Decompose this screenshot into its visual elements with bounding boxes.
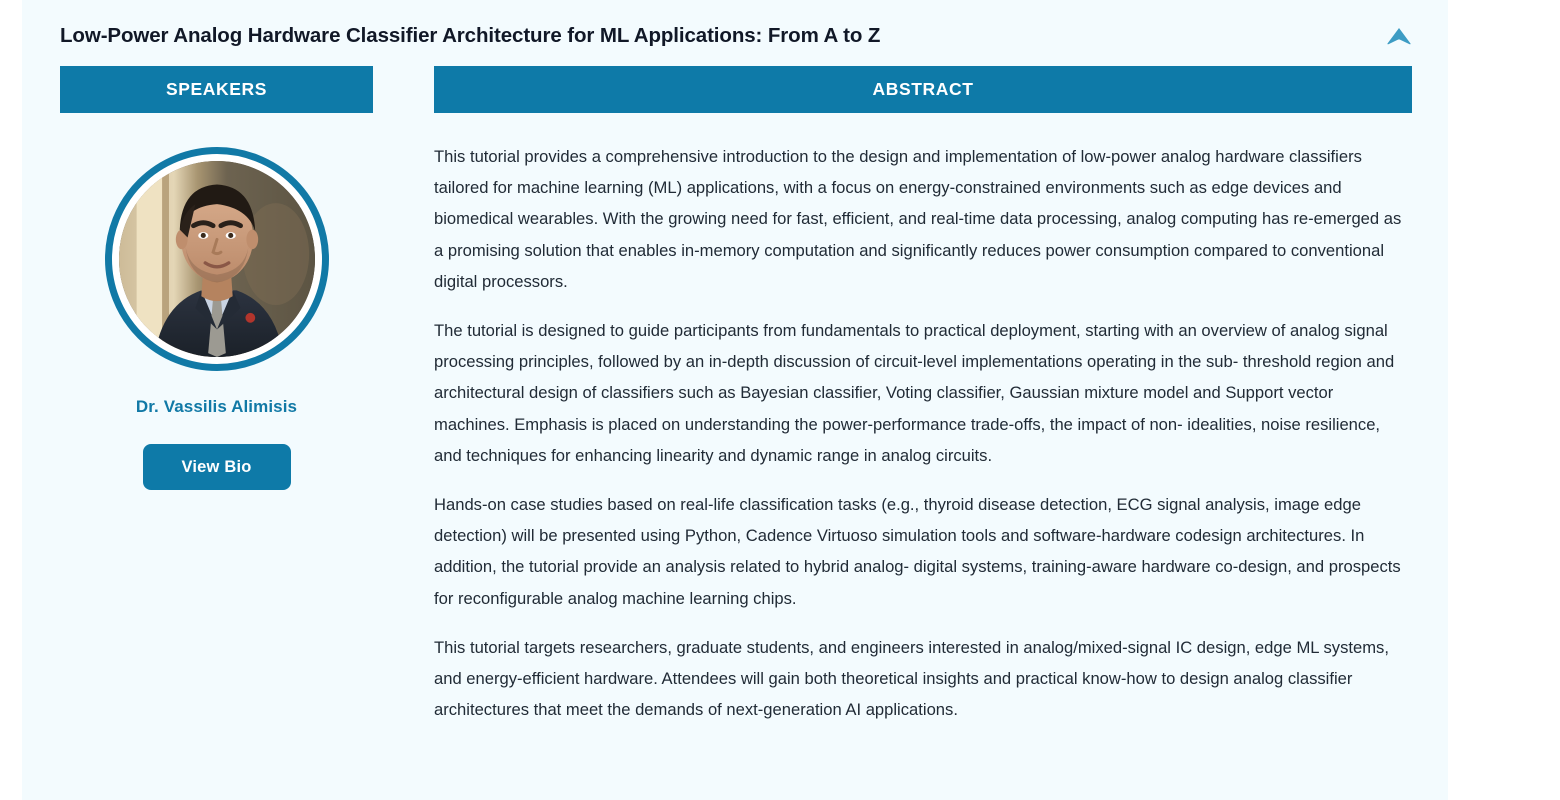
page-title: Low-Power Analog Hardware Classifier Architecture for ML Applications: From A to Z	[60, 24, 881, 47]
session-panel	[22, 0, 1448, 800]
abstract-section-heading: ABSTRACT	[434, 66, 1412, 113]
chevron-up-icon[interactable]	[1382, 19, 1416, 53]
speakers-section-heading: SPEAKERS	[60, 66, 373, 113]
session-body	[60, 66, 1452, 725]
speaker-name: Dr. Vassilis Alimisis	[135, 397, 298, 416]
abstract-paragraph: This tutorial targets researchers, graduate students, and engineers interested in analog/mixed-signal IC design, edge ML systems, and energy-efficient hardware. Attendees will gain both theoretical insights and practical know-how to design analog classifier architectures that meet the demands of next-generation AI applications.	[434, 637, 1389, 720]
abstract-text	[434, 113, 1412, 725]
speaker-card	[60, 113, 373, 490]
view-bio-button[interactable]: View Bio	[143, 444, 291, 490]
abstract-column	[434, 66, 1412, 725]
column-gap	[373, 66, 434, 725]
speakers-column	[60, 66, 373, 725]
abstract-paragraph: The tutorial is designed to guide participants from fundamentals to practical deployment, starting with an overview of analog signal processing principles, followed by an in-depth discussion of circuit-level implementations operating in the sub- threshold region and architectural design of classifiers such as Bayesian classifier, Voting classifier, Gaussian mixture model and Support vector machines. Emphasis is placed on understanding the power-performance trade-offs, the impact of non- idealities, noise resilience, and techniques for enhancing linearity and dynamic range in analog circuits.	[434, 321, 1395, 465]
abstract-paragraph: This tutorial provides a comprehensive introduction to the design and implementation of low-power analog hardware classifiers tailored for machine learning (ML) applications, with a focus on energy-constrained environments such as edge devices and biomedical wearables. With the growing need for fast, efficient, and real-time data processing, analog computing has re-emerged as a promising solution that enables in-memory computation and significantly reduces power consumption compared to conventional digital processors.	[434, 147, 1402, 291]
session-header	[60, 14, 1420, 58]
avatar	[105, 147, 329, 371]
speaker-portrait-image	[119, 161, 315, 357]
abstract-paragraph: Hands-on case studies based on real-life classification tasks (e.g., thyroid disease detection, ECG signal analysis, image edge detection) will be presented using Python, Cadence Virtuoso simulation tools and software-hardware codesign architectures. In addition, the tutorial provide an analysis related to hybrid analog- digital systems, training-aware hardware co-design, and prospects for reconfigurable analog machine learning chips.	[434, 495, 1401, 608]
